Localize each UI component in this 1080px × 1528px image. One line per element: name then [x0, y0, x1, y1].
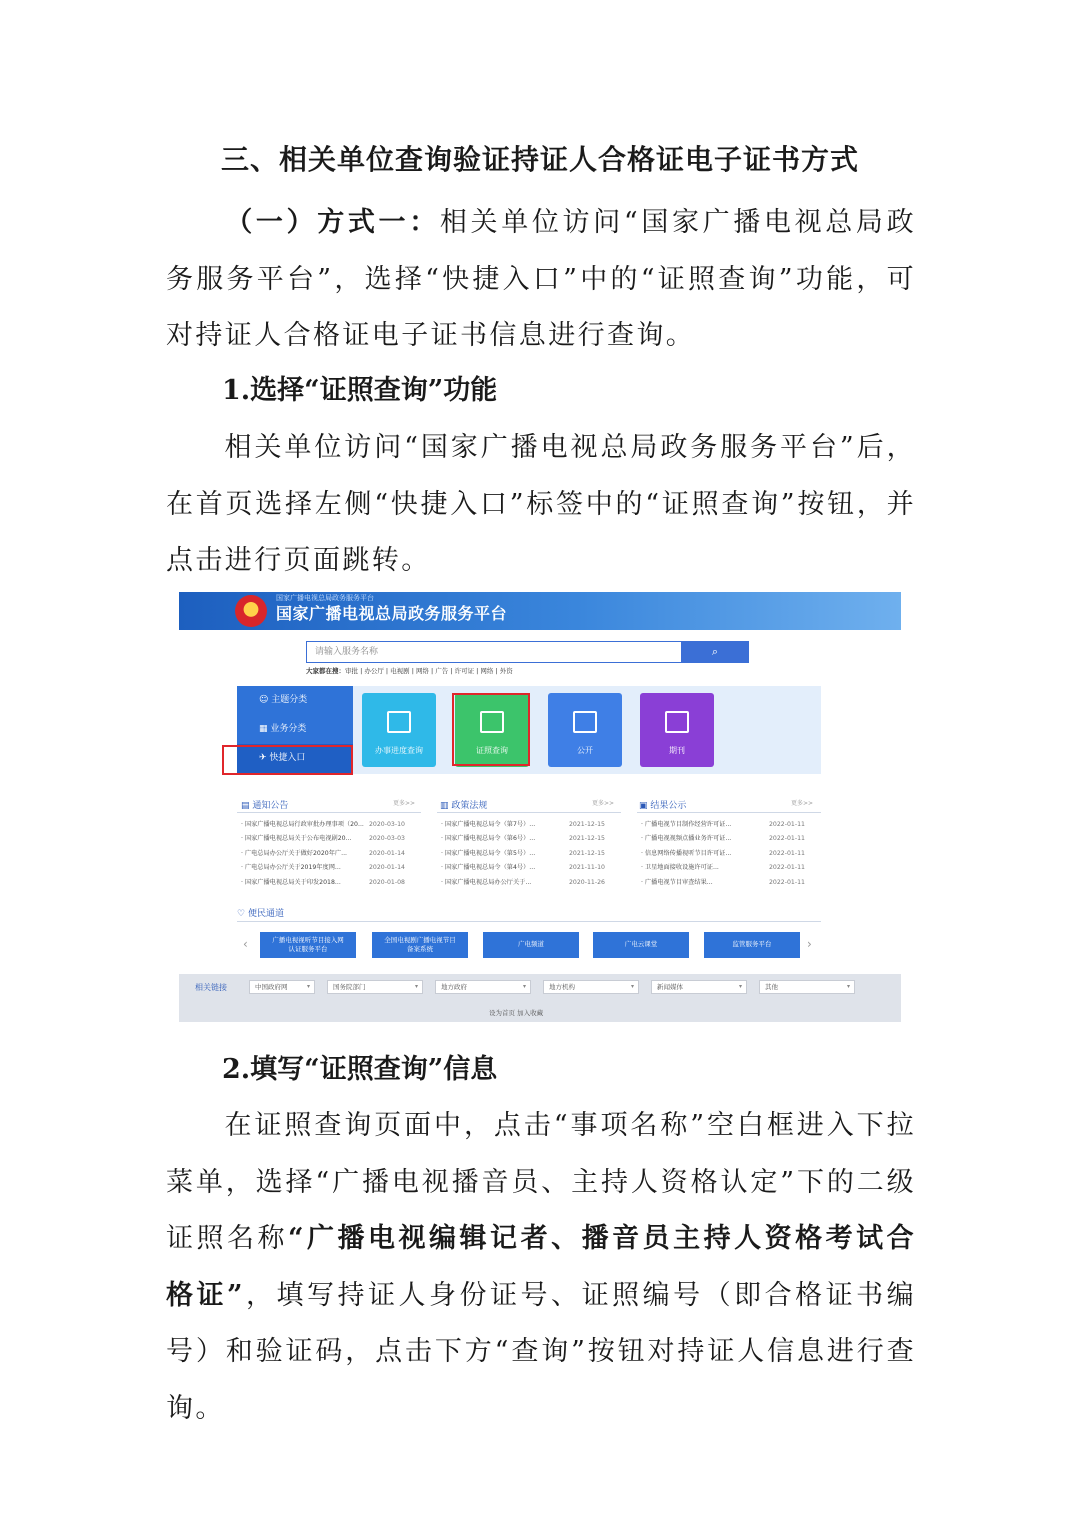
more-link[interactable]: 更多>>: [791, 800, 814, 807]
news-date: 2020-01-14: [369, 849, 405, 857]
section-heading: 三、相关单位查询验证持证人合格证电子证书方式: [220, 143, 859, 176]
highlight-quick-entry: [222, 745, 353, 775]
policy-column-title: [440, 798, 615, 811]
footer-select[interactable]: [651, 980, 747, 994]
news-item[interactable]: · 国家广播电视总局令（第7号）...: [441, 821, 536, 828]
news-date: 2020-03-03: [369, 835, 405, 843]
news-date: 2020-01-14: [369, 864, 405, 872]
hot-search-items[interactable]: 审批 | 办公厅 | 电视剧 | 网络 | 广告 | 许可证 | 网络 | 外资: [345, 667, 513, 675]
news-item[interactable]: · 信息网络传播视听节目许可证...: [641, 849, 732, 857]
step-one-text: 相关单位访问“国家广播电视总局政务服务平台”后，在首页选择左侧“快捷入口”标签中的“证照查询”按钮，并点击进行页面跳转。: [166, 432, 916, 576]
divider: [437, 812, 621, 813]
footer-select[interactable]: [327, 980, 423, 994]
convenience-title: [237, 906, 284, 919]
clipboard-icon: ▣: [639, 801, 648, 811]
certificate-name: “广播电视编辑记者、播音员主持人资格考试合格证”: [166, 1223, 916, 1311]
step-two-text-end: ，填写持证人身份证号、证照编号（即合格证书编号）和验证码，点击下方“查询”按钮对持证人信息进行查询。: [166, 1279, 916, 1424]
news-item[interactable]: · 广电总局办公厅关于2019年度网...: [241, 864, 341, 872]
hot-searches: [306, 666, 513, 675]
select-value: 国务院部门: [333, 983, 366, 991]
footer-select[interactable]: [543, 980, 639, 994]
method-one-paragraph: [166, 195, 916, 365]
news-date: 2022-01-11: [769, 849, 805, 857]
column-title: 政策法规: [451, 801, 488, 811]
news-date: 2021-12-15: [569, 835, 605, 843]
tile-public[interactable]: [548, 693, 622, 767]
heart-icon: ♡: [237, 909, 246, 919]
step-two-paragraph: [166, 1098, 916, 1437]
news-date: 2022-01-11: [769, 878, 805, 886]
news-item[interactable]: · 卫星地面接收设施许可证...: [641, 864, 719, 872]
result-column-title: [639, 798, 814, 811]
news-date: 2021-11-10: [569, 864, 605, 872]
step-one-paragraph: [166, 420, 916, 590]
divider: [237, 921, 821, 922]
divider: [237, 812, 421, 813]
related-links-label: 相关链接: [195, 983, 227, 992]
bell-icon: ▤: [241, 801, 250, 811]
section-title: 便民通道: [247, 909, 284, 919]
notice-column-title: [241, 798, 416, 811]
national-emblem-icon: [235, 595, 267, 627]
news-item[interactable]: · 国家广播电视总局关于公布电视剧20...: [241, 835, 352, 843]
news-item[interactable]: · 国家广播电视总局令（第6号）...: [441, 835, 536, 843]
tile-label: 期刊: [669, 746, 685, 755]
convenience-button[interactable]: 广电频道: [483, 932, 579, 958]
select-value: 新闻媒体: [657, 983, 683, 991]
banner-subtitle: 国家广播电视总局政务服务平台: [276, 594, 374, 602]
news-date: 2022-01-11: [769, 835, 805, 843]
news-item[interactable]: · 国家广播电视总局令（第4号）...: [441, 864, 536, 872]
divider: [637, 812, 821, 813]
select-value: 中国政府网: [255, 983, 288, 991]
chevron-down-icon: ▾: [522, 983, 526, 990]
portal-title: 国家广播电视总局政务服务平台: [276, 604, 508, 623]
chevron-down-icon: ▾: [738, 983, 742, 990]
chevron-down-icon: ▾: [414, 983, 418, 990]
nav-label: 业务分类: [270, 724, 307, 734]
nav-label: 主题分类: [271, 695, 308, 705]
tile-label: 证照查询: [476, 746, 508, 755]
tile-journal[interactable]: [640, 693, 714, 767]
nav-item-business[interactable]: [237, 715, 353, 744]
select-value: 地方机构: [549, 983, 575, 991]
book-open-icon: ▥: [440, 801, 449, 811]
chevron-down-icon: ▾: [846, 983, 850, 990]
service-search-input[interactable]: 请输入服务名称: [306, 641, 682, 663]
more-link[interactable]: 更多>>: [393, 800, 416, 807]
highlight-license-query: [452, 693, 530, 766]
news-item[interactable]: · 国家广播电视总局办公厅关于...: [441, 878, 532, 886]
select-value: 其他: [765, 983, 778, 991]
carousel-next-icon[interactable]: ›: [807, 937, 812, 951]
convenience-button[interactable]: 监管服务平台: [704, 932, 800, 958]
news-item[interactable]: · 国家广播电视总局关于印发2018...: [241, 878, 341, 886]
news-item[interactable]: · 广播电视视频点播业务许可证...: [641, 835, 732, 843]
search-button[interactable]: ⌕: [681, 641, 749, 663]
book-icon: [665, 711, 689, 733]
footer-select[interactable]: [435, 980, 531, 994]
tile-progress-query[interactable]: [362, 693, 436, 767]
news-date: 2022-01-11: [769, 864, 805, 872]
news-date: 2020-03-10: [369, 821, 405, 828]
column-title: 结果公示: [650, 801, 687, 811]
news-date: 2021-12-15: [569, 849, 605, 857]
nav-item-themes[interactable]: [237, 686, 353, 715]
method-one-text: 相关单位访问“国家广播电视总局政务服务平台”，选择“快捷入口”中的“证照查询”功能，可对持证人合格证电子证书信息进行查询。: [166, 207, 916, 351]
portal-screenshot: [179, 592, 901, 1022]
grid-icon: ▦: [259, 724, 268, 734]
list-search-icon: [387, 711, 411, 733]
smile-icon: ☺: [259, 695, 269, 705]
hot-search-label: 大家都在搜：: [306, 667, 345, 675]
more-link[interactable]: 更多>>: [592, 800, 615, 807]
news-item[interactable]: · 国家广播电视总局令（第5号）...: [441, 849, 536, 857]
news-date: 2020-01-08: [369, 878, 405, 886]
portal-banner: [179, 592, 901, 630]
footer-select[interactable]: [249, 980, 315, 994]
news-item[interactable]: · 国家广播电视总局行政审批办理事项（20...: [241, 821, 364, 828]
chevron-down-icon: ▾: [306, 983, 310, 990]
footer-select[interactable]: [759, 980, 855, 994]
select-value: 地方政府: [441, 983, 467, 991]
convenience-button[interactable]: 广播电视视听节目接入网 认证服务平台: [260, 932, 356, 958]
nav-label: 快捷入口: [269, 753, 306, 763]
plane-icon: ✈: [259, 753, 267, 763]
step-two-text: 在证照查询页面中，点击“事项名称”空白框进入下拉菜单，选择“广播电视播音员、主持人资格认定”下的二级证照名称: [166, 1110, 916, 1254]
news-item[interactable]: · 广播电视节目审查结果...: [641, 878, 713, 886]
method-one-label: （一）方式一：: [224, 207, 440, 238]
news-item[interactable]: · 广播电视节目制作经营许可证...: [641, 821, 732, 828]
news-date: 2022-01-11: [769, 821, 805, 828]
tile-label: 公开: [577, 746, 593, 755]
related-links-bar: [179, 974, 901, 1022]
column-title: 通知公告: [252, 801, 289, 811]
step-two-title: 2.填写“证照查询”信息: [222, 1054, 498, 1085]
document-icon: [573, 711, 597, 733]
news-item[interactable]: · 广电总局办公厅关于做好2020年广...: [241, 849, 348, 857]
convenience-button[interactable]: 全国电视剧广播电视节目 备案系统: [372, 932, 468, 958]
chevron-down-icon: ▾: [630, 983, 634, 990]
tile-label: 办事进度查询: [375, 746, 423, 755]
news-date: 2021-12-15: [569, 821, 605, 828]
step-one-title: 1.选择“证照查询”功能: [222, 375, 498, 406]
convenience-button[interactable]: 广电云课堂: [593, 932, 689, 958]
news-date: 2020-11-26: [569, 878, 605, 886]
carousel-prev-icon[interactable]: ‹: [243, 937, 248, 951]
footer-links[interactable]: 设为首页 加入收藏: [489, 1009, 544, 1017]
